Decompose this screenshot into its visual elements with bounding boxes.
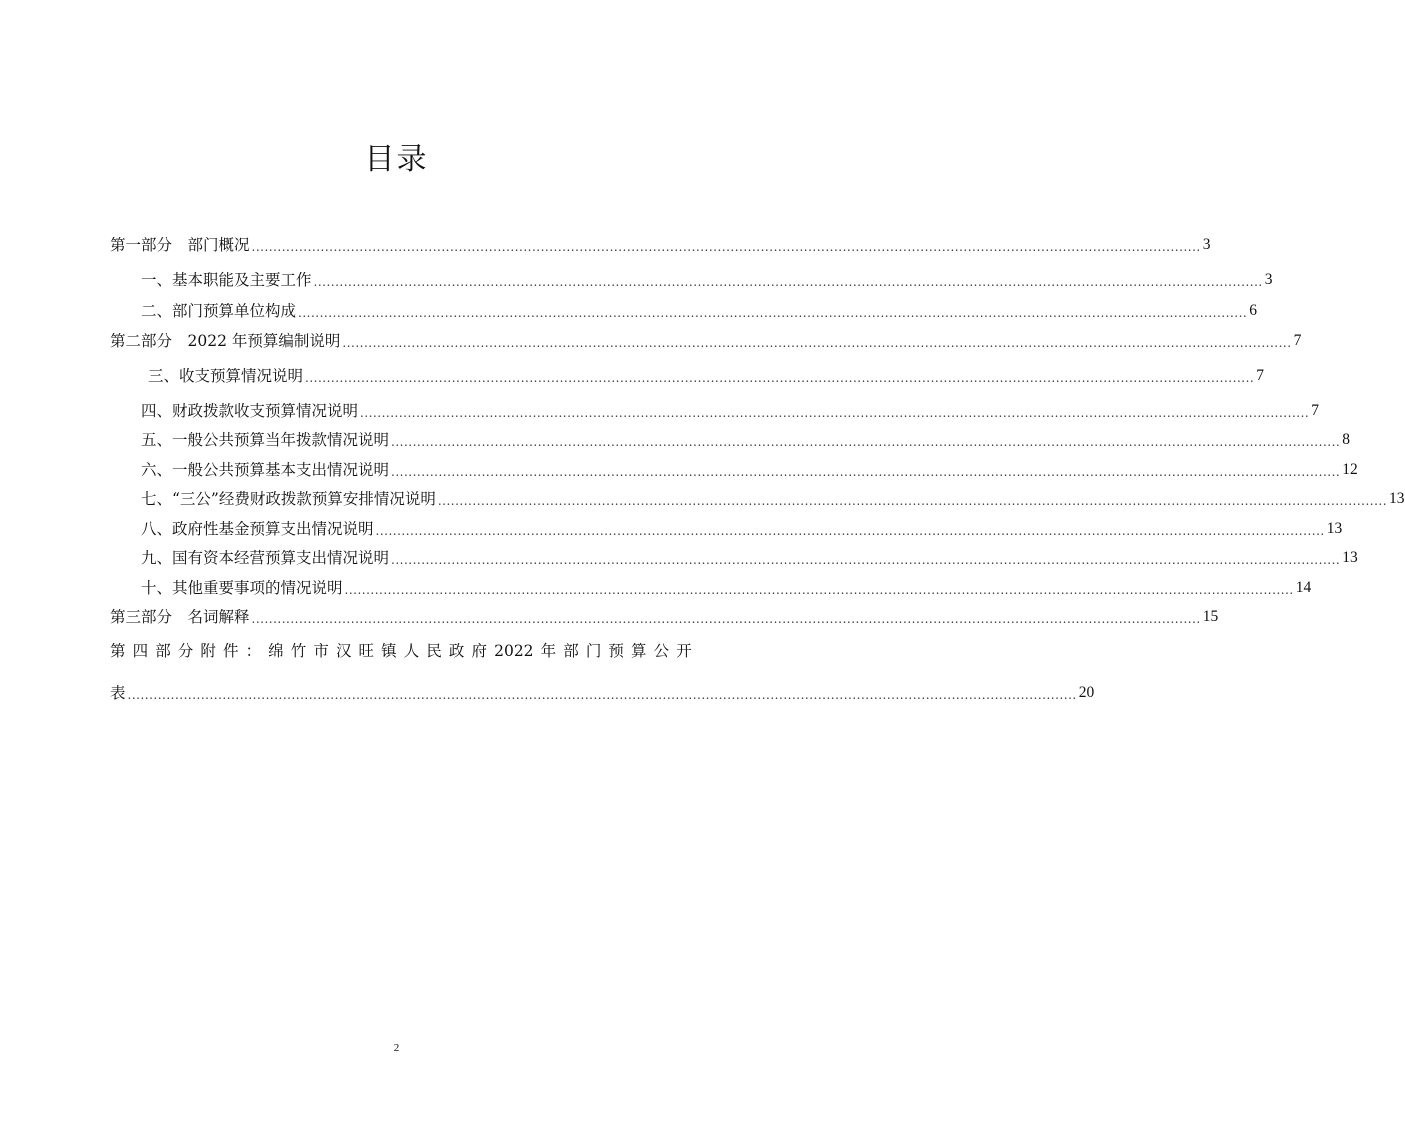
dot-leader: ............................................................................................................................................................................................................................ xyxy=(391,435,1341,449)
toc-entry-label: 七、“三公”经费财政拨款预算安排情况说明 xyxy=(141,490,436,508)
toc-entry-section-4[interactable] xyxy=(141,400,1319,422)
dot-leader: ............................................................................................................................................................................................................................ xyxy=(391,465,1341,479)
dot-leader: ............................................................................................................................................................................................................................ xyxy=(305,371,1255,385)
toc-entry-page: 7 xyxy=(1293,332,1302,349)
toc-entry-page: 6 xyxy=(1249,302,1257,319)
dot-leader: ............................................................................................................................................................................................................................ xyxy=(298,306,1248,320)
toc-entry-page: 12 xyxy=(1342,461,1358,478)
toc-entry-page: 13 xyxy=(1389,490,1405,507)
dot-leader: ............................................................................................................................................................................................................................ xyxy=(342,336,1292,350)
toc-entry-label: 第一部分 部门概况 xyxy=(110,236,250,254)
toc-entry-section-10[interactable] xyxy=(141,577,1312,599)
toc-entry-section-9[interactable] xyxy=(141,547,1358,569)
toc-entry-label: 八、政府性基金预算支出情况说明 xyxy=(141,520,374,538)
toc-entry-section-7[interactable] xyxy=(141,488,1405,510)
toc-entry-label: 十、其他重要事项的情况说明 xyxy=(141,579,343,597)
toc-entry-label: 第三部分 名词解释 xyxy=(110,608,250,626)
toc-entry-label: 九、国有资本经营预算支出情况说明 xyxy=(141,549,390,567)
toc-entry-section-1[interactable] xyxy=(141,269,1273,291)
dot-leader: ............................................................................................................................................................................................................................ xyxy=(375,524,1325,538)
toc-entry-label: 三、收支预算情况说明 xyxy=(148,367,304,385)
toc-entry-label: 二、部门预算单位构成 xyxy=(141,302,297,320)
toc-entry-label: 一、基本职能及主要工作 xyxy=(141,271,312,289)
toc-entry-part-2[interactable] xyxy=(110,330,1302,352)
dot-leader: ............................................................................................................................................................................................................................ xyxy=(360,406,1310,420)
toc-entry-page: 20 xyxy=(1078,684,1095,701)
toc-entry-section-3[interactable] xyxy=(148,365,1264,387)
dot-leader: ............................................................................................................................................................................................................................ xyxy=(251,612,1201,626)
toc-entry-page: 15 xyxy=(1202,608,1219,625)
toc-entry-part-1[interactable] xyxy=(110,234,1211,256)
toc-entry-label: 四、财政拨款收支预算情况说明 xyxy=(141,402,359,420)
toc-entry-section-6[interactable] xyxy=(141,459,1358,481)
toc-entry-label: 六、一般公共预算基本支出情况说明 xyxy=(141,461,390,479)
toc-entry-label: 五、一般公共预算当年拨款情况说明 xyxy=(141,431,390,449)
dot-leader: ............................................................................................................................................................................................................................ xyxy=(313,275,1263,289)
page-number: 2 xyxy=(393,1042,400,1054)
dot-leader: ............................................................................................................................................................................................................................ xyxy=(251,240,1201,254)
dot-leader: ............................................................................................................................................................................................................................ xyxy=(437,494,1388,508)
toc-entry-page: 7 xyxy=(1256,367,1264,384)
toc-entry-label: 表 xyxy=(110,684,126,702)
toc-entry-part-4-line2[interactable] xyxy=(110,682,1095,704)
dot-leader: ............................................................................................................................................................................................................................ xyxy=(127,688,1077,702)
page-title: 目录 xyxy=(364,142,429,177)
toc-entry-section-8[interactable] xyxy=(141,518,1343,540)
toc-entry-part-3[interactable] xyxy=(110,606,1219,628)
toc-entry-page: 7 xyxy=(1311,402,1319,419)
toc-entry-page: 14 xyxy=(1295,579,1312,596)
toc-entry-section-2[interactable] xyxy=(141,300,1257,322)
toc-entry-label: 第二部分 2022 年预算编制说明 xyxy=(110,332,341,350)
toc-entry-section-5[interactable] xyxy=(141,429,1350,451)
dot-leader: ............................................................................................................................................................................................................................ xyxy=(344,583,1294,597)
toc-entry-page: 13 xyxy=(1326,520,1343,537)
toc-entry-part-4-line1[interactable]: 第 四 部 分 附 件 ： 绵 竹 市 汉 旺 镇 人 民 政 府 2022 年 部 门 预 算 公 开 xyxy=(110,642,692,660)
toc-entry-page: 8 xyxy=(1342,431,1350,448)
dot-leader: ............................................................................................................................................................................................................................ xyxy=(391,553,1341,567)
toc-entry-page: 3 xyxy=(1264,271,1273,288)
toc-entry-page: 13 xyxy=(1342,549,1358,566)
toc-entry-page: 3 xyxy=(1202,236,1211,253)
